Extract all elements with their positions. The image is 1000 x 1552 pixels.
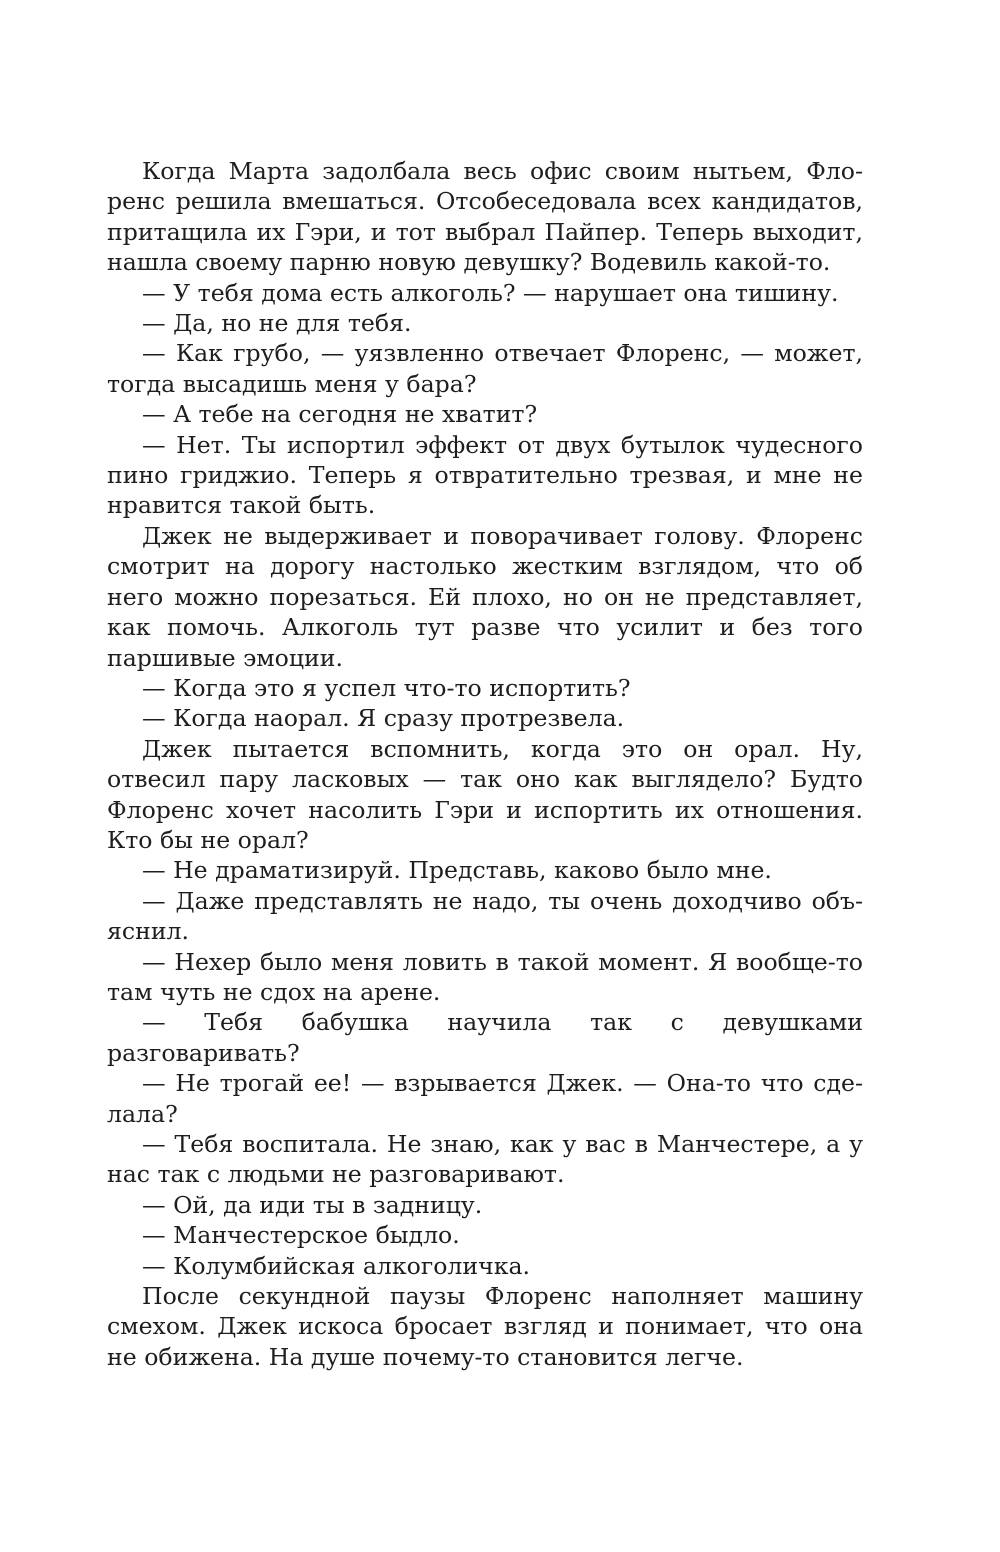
dialogue-line: — Даже представлять не надо, ты очень доходчиво объяснил. bbox=[107, 886, 863, 946]
dialogue-line: — Не драматизируй. Представь, каково было мне. bbox=[142, 856, 772, 885]
dialogue-line: — У тебя дома есть алкоголь? — нарушает она тишину. bbox=[142, 278, 839, 307]
paragraph: Джек пытается вспомнить, когда это он орал. Ну, отвесил пару ласковых — так оно как выглядело? Будто Флоренс хочет насолить Гэри и испортить их отношения. Кто бы не орал? bbox=[107, 734, 863, 854]
dialogue-line: — Как грубо, — уязвленно отвечает Флоренс, — может, тогда высадишь меня у бара? bbox=[107, 339, 863, 398]
dialogue-line: — Колумбийская алкоголичка. bbox=[142, 1251, 531, 1280]
dialogue-line: — Ой, да иди ты в задницу. bbox=[142, 1190, 483, 1219]
paragraph: Джек не выдерживает и поворачивает голову. Флоренс смотрит на дорогу настолько жестким взглядом, что об него можно порезаться. Ей плохо, но он не представляет, как помочь. Алкоголь тут разве что усилит и без того паршивые эмоции. bbox=[107, 521, 863, 672]
dialogue-line: — Да, но не для тебя. bbox=[142, 309, 412, 338]
paragraph: После секундной паузы Флоренс наполняет машину смехом. Джек искоса бросает взгляд и понимает, что она не обижена. На душе почему-то становится легче. bbox=[107, 1282, 863, 1371]
paragraph: Когда Марта задолбала весь офис своим нытьем, Флоренс решила вмешаться. Отсобеседовала всех кандидатов, притащила их Гэри, и тот выбрал Пайпер. Теперь выходит, нашла своему парню новую девушку? Водевиль какой-то. bbox=[107, 157, 863, 277]
dialogue-line: — Тебя воспитала. Не знаю, как у вас в Манчестере, а у нас так с людьми не разговаривают. bbox=[107, 1130, 863, 1189]
dialogue-line: — Когда это я успел что-то испортить? bbox=[142, 673, 631, 702]
dialogue-line: — Тебя бабушка научила так с девушками разговаривать? bbox=[107, 1008, 863, 1067]
dialogue-line: — Манчестерское быдло. bbox=[142, 1221, 460, 1250]
dialogue-line: — Не трогай ее! — взрывается Джек. — Она-то что сделала? bbox=[107, 1069, 863, 1128]
body-text bbox=[107, 156, 863, 1372]
dialogue-line: — Нехер было меня ловить в такой момент. Я вообще-то там чуть не сдох на арене. bbox=[107, 947, 863, 1006]
dialogue-line: — Нет. Ты испортил эффект от двух бутылок чудесного пино гриджио. Теперь я отвратительно трезвая, и мне не нравится такой быть. bbox=[107, 430, 863, 520]
dialogue-line: — Когда наорал. Я сразу протрезвела. bbox=[142, 704, 625, 733]
dialogue-line: — А тебе на сегодня не хватит? bbox=[142, 400, 538, 429]
